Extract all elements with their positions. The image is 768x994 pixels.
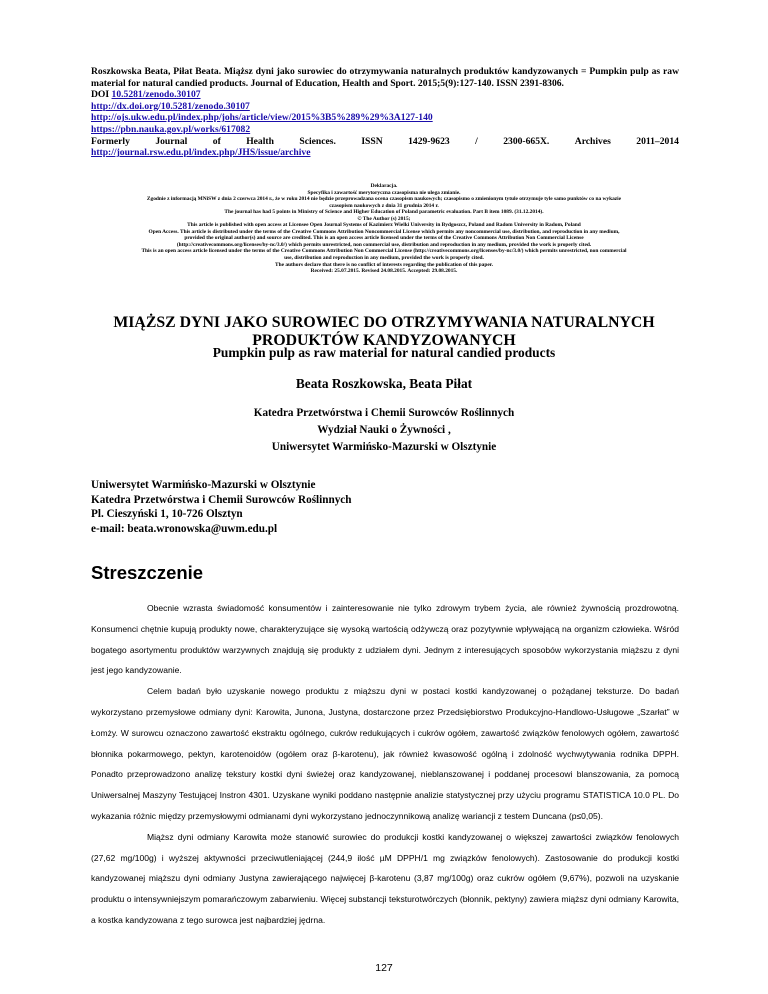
declaration-line: use, distribution and reproduction in any medium, provided the work is properly cited. [284, 255, 484, 262]
doi-link[interactable]: 10.5281/zenodo.30107 [111, 89, 201, 101]
declaration-line: provided the original author(s) and source are credited. This is an open access article licensed under the terms of the Creative Commons Attribution Non Commercial License [184, 235, 584, 242]
declaration-line: Zgodnie z informacją MNiSW z dnia 2 czerwca 2014 r., że w roku 2014 nie będzie przeprowadzana ocena czasopism naukowych; czasopismo o zmienionym tytule otrzymuje tyle samo punktów co na wykazie [146, 196, 622, 203]
formerly-word: Journal [155, 135, 188, 147]
affiliation [84, 405, 684, 456]
pbn-works-link[interactable]: https://pbn.nauka.gov.pl/works/617082 [91, 123, 251, 135]
formerly-word: / [475, 135, 478, 147]
abstract-body [91, 598, 679, 931]
affiliation-line: Uniwersytet Warmińsko-Mazurski w Olsztynie [271, 441, 497, 453]
formerly-word: 2300-665X. [503, 135, 550, 147]
english-title: Pumpkin pulp as raw material for natural candied products [212, 345, 556, 360]
formerly-word: Sciences. [299, 135, 336, 147]
address-line: Pl. Cieszyński 1, 10-726 Olsztyn [91, 508, 243, 520]
section-heading: Streszczenie [91, 562, 204, 583]
formerly-line [91, 136, 679, 148]
declaration-line: The authors declare that there is no conflict of interests regarding the publication of this paper. [274, 261, 494, 268]
formerly-word: Formerly [91, 135, 130, 147]
dx-doi-link[interactable]: http://dx.doi.org/10.5281/zenodo.30107 [91, 100, 250, 112]
abstract-paragraph: Celem badań było uzyskanie nowego produktu z miąższu dyni w postaci kostki kandyzowanej o pożądanej teksturze. Do badań wykorzystano przemysłowe odmiany dyni: Karowita, Junona, Justyna, dostarczone przez Przedsiębiorstwo Produkcyjno-Handlowo-Usługowe „Szarłat” w Łomży. W surowcu oznaczono zawartość ekstraktu ogólnego, cukrów redukujących i cukrów ogółem, zawartość związków fenolowych ogółem, zawartość błonnika pokarmowego, pektyn, karotenoidów (ogółem oraz β-karotenu), jak również kwasowość ogólną i zdolność wychwytywania rodnika DPPH. Ponadto przeprowadzono analizę tekstury kostki dyni świeżej oraz kandyzowanej, nieblanszowanej i poddanej procesowi blanszowania, za pomocą Uniwersalnej Maszyny Testującej Instron 4301. Uzyskane wyniki poddano następnie analizie statystycznej przy użyciu programu STATISTICA 10.0 PL. Do wykazania różnic między przemysłowymi odmianami dyni wykorzystano jednoczynnikową analizę wariancji z testem Duncana (p≤0,05). [91, 686, 679, 821]
email-line: e-mail: beata.wronowska@uwm.edu.pl [91, 522, 278, 535]
ojs-article-link[interactable]: http://ojs.ukw.edu.pl/index.php/johs/article/view/2015%3B5%289%29%3A127-140 [91, 112, 433, 124]
jhs-archive-link[interactable]: http://journal.rsw.edu.pl/index.php/JHS/issue/archive [91, 147, 311, 159]
declaration-line: Received: 25.07.2015. Revised 24.08.2015. Accepted: 29.08.2015. [310, 268, 458, 275]
doi-label: DOI [91, 89, 110, 101]
declaration-line: czasopism naukowych z dnia 31 grudnia 2014 r. [329, 202, 439, 209]
formerly-word: of [212, 135, 221, 147]
authors: Beata Roszkowska, Beata Piłat [295, 376, 473, 391]
declaration-line: (http://creativecommons.org/licenses/by-nc/3.0/) which permits unrestricted, non commercial use, distribution and reproduction in any medium, provided the work is properly cited. [176, 241, 592, 248]
abstract-paragraph: Obecnie wzrasta świadomość konsumentów i zainteresowanie nie tylko zdrowym trybem życia, ale również żywnością prozdrowotną. Konsumenci chętnie kupują produkty nowe, charakteryzujące się wysoką wartością odżywczą oraz pozytywnie wpływającą na organizm człowieka. Wśród bogatego asortymentu produktów warzywnych znajdują się produkty z udziałem dyni. Jednym z interesujących sposobów wykorzystania miąższu z dyni jest jego kandyzowanie. [91, 603, 679, 676]
formerly-word: ISSN [361, 135, 383, 147]
declaration-line: This article is published with open access at Licensee Open Journal Systems of Kazimierz Wielki University in Bydgoszcz, Poland and Radom University in Radom, Poland [187, 222, 581, 229]
declaration-block [40, 183, 728, 275]
citation-header [91, 66, 679, 159]
declaration-line: Specyfika i zawartość merytoryczna czasopisma nie ulega zmianie. [307, 189, 461, 196]
title-line: MIĄŻSZ DYNI JAKO SUROWIEC DO OTRZYMYWANIA NATURALNYCH [113, 314, 655, 331]
affiliation-line: Wydział Nauki o Żywności , [317, 424, 451, 436]
affiliation-line: Katedra Przetwórstwa i Chemii Surowców Roślinnych [253, 407, 515, 419]
formerly-word: Archives [574, 135, 611, 147]
formerly-word: 1429-9623 [408, 135, 450, 147]
citation-text: Roszkowska Beata, Piłat Beata. Miąższ dyni jako surowiec do otrzymywania naturalnych produktów kandyzowanych = Pumpkin pulp as raw material for natural candied products. Journal of Education, Health and Sport. 2015;5(9):127-140. ISSN 2391-8306. [91, 66, 679, 89]
declaration-line: © The Author (s) 2015; [357, 215, 411, 222]
formerly-word: Health [246, 135, 274, 147]
declaration-line: Deklaracja. [370, 183, 398, 189]
title-line: PRODUKTÓW KANDYZOWANYCH [252, 332, 516, 349]
correspondence-address [91, 478, 591, 536]
address-line: Katedra Przetwórstwa i Chemii Surowców Roślinnych [91, 493, 352, 506]
formerly-word: 2011–2014 [636, 135, 679, 147]
page-number: 127 [375, 962, 393, 974]
address-line: Uniwersytet Warmińsko-Mazurski w Olsztynie [91, 479, 316, 491]
doi-line [91, 89, 679, 101]
declaration-line: Open Access. This article is distributed under the terms of the Creative Commons Attribution Noncommercial License which permits any noncommercial use, distribution, and reproduction in any medium, [148, 228, 620, 235]
declaration-line: The journal has had 5 points in Ministry of Science and Higher Education of Poland parametric evaluation. Part B item 1089. (31.12.2014). [224, 209, 544, 216]
declaration-line: This is an open access article licensed under the terms of the Creative Commons Attribution Non Commercial License (http://creativecommons.org/licenses/by-nc/3.0/) which permits unrestricted, non commercial [141, 248, 627, 255]
abstract-paragraph: Miąższ dyni odmiany Karowita może stanowić surowiec do produkcji kostki kandyzowanej o większej zawartości związków fenolowych (27,62 mg/100g) i wyższej aktywności przeciwutleniającej (244,9 ilość µM DPPH/1 mg związków fenolowych). Zastosowanie do produkcji kostki kandyzowanej miąższu dyni odmiany Justyna zawierającego najwięcej β-karotenu (3,87 mg/100g) oraz cukrów ogółem (9,67%), pozwoli na uzyskanie produktu o intensywniejszym pomarańczowym zabarwieniu. Więcej substancji teksturotwórczych (błonnik, pektyny) zawiera miąższ dyni odmiany Karowita, a kostka kandyzowana z tego surowca jest najbardziej jędrna. [91, 831, 679, 925]
